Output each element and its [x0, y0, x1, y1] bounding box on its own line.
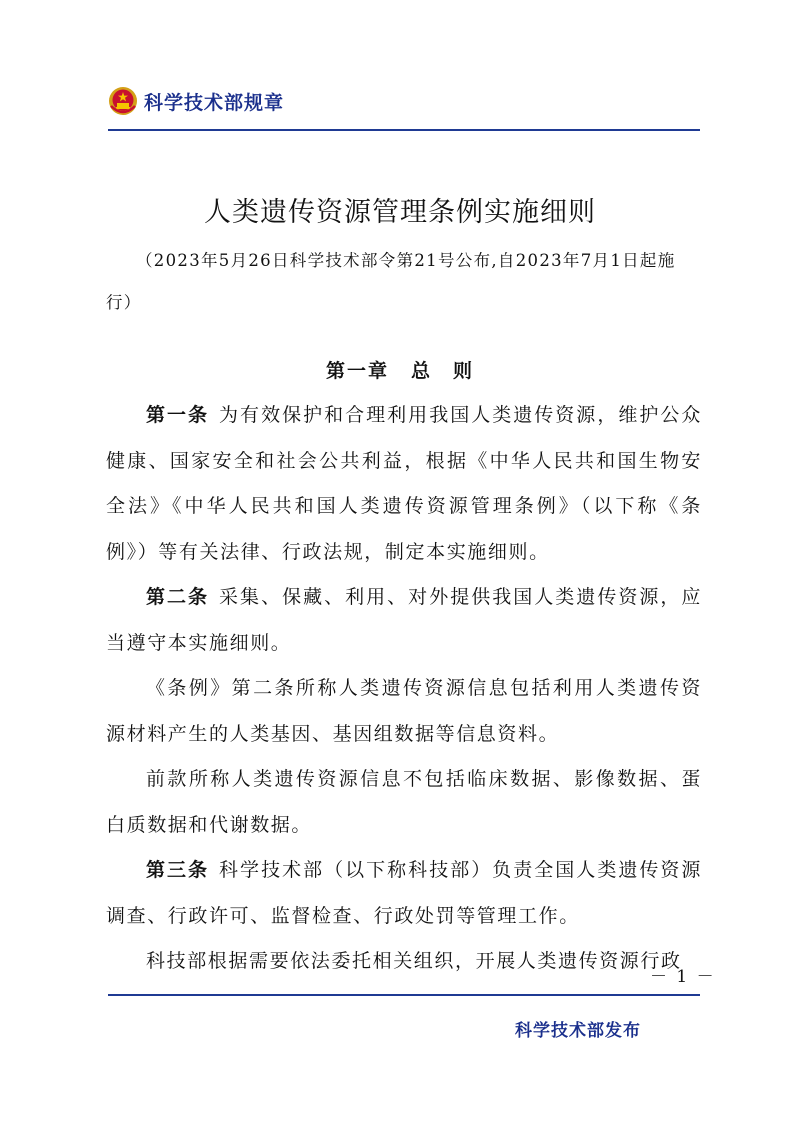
article-paragraph [106, 848, 702, 939]
page-number: － 1 － [650, 967, 716, 987]
paragraph-text: 为有效保护和合理利用我国人类遗传资源，维护公众健康、国家安全和社会公共利益，根据《中华人民共和国生物安全法》《中华人民共和国人类遗传资源管理条例》（以下称《条例》）等有关法律、行政法规，制定本实施细则。 [106, 404, 702, 563]
paragraph-text: 采集、保藏、利用、对外提供我国人类遗传资源，应当遵守本实施细则。 [106, 586, 702, 654]
document-title: 人类遗传资源管理条例实施细则 [204, 197, 596, 228]
document-body [106, 393, 702, 985]
paragraph-text: 科学技术部（以下称科技部）负责全国人类遗传资源调查、行政许可、监督检查、行政处罚等管理工作。 [106, 859, 702, 927]
paragraph [106, 666, 702, 757]
article-number: 第三条 [146, 859, 210, 881]
footer-publisher: 科学技术部发布 [515, 1021, 641, 1041]
paragraph-text: 科技部根据需要依法委托相关组织，开展人类遗传资源行政 [146, 950, 682, 972]
chapter-label: 第一章 [325, 360, 389, 382]
chapter-name: 总 则 [411, 360, 475, 382]
article-number: 第二条 [146, 586, 210, 608]
article-number: 第一条 [146, 404, 210, 426]
paragraph-text: 前款所称人类遗传资源信息不包括临床数据、影像数据、蛋白质数据和代谢数据。 [106, 768, 702, 836]
footer-divider [108, 994, 700, 996]
header-title: 科学技术部规章 [144, 91, 285, 114]
document-subtitle: （2023年5月26日科学技术部令第21号公布,自2023年7月1日起施行） [106, 251, 676, 312]
article-paragraph [106, 393, 702, 575]
chapter-heading [0, 356, 800, 383]
article-paragraph [106, 575, 702, 666]
national-emblem-icon [108, 86, 138, 116]
paragraph [106, 757, 702, 848]
paragraph-text: 《条例》第二条所称人类遗传资源信息包括利用人类遗传资源材料产生的人类基因、基因组数据等信息资料。 [106, 677, 702, 745]
paragraph [106, 939, 702, 985]
header-divider [108, 129, 700, 131]
page-header [108, 86, 284, 116]
